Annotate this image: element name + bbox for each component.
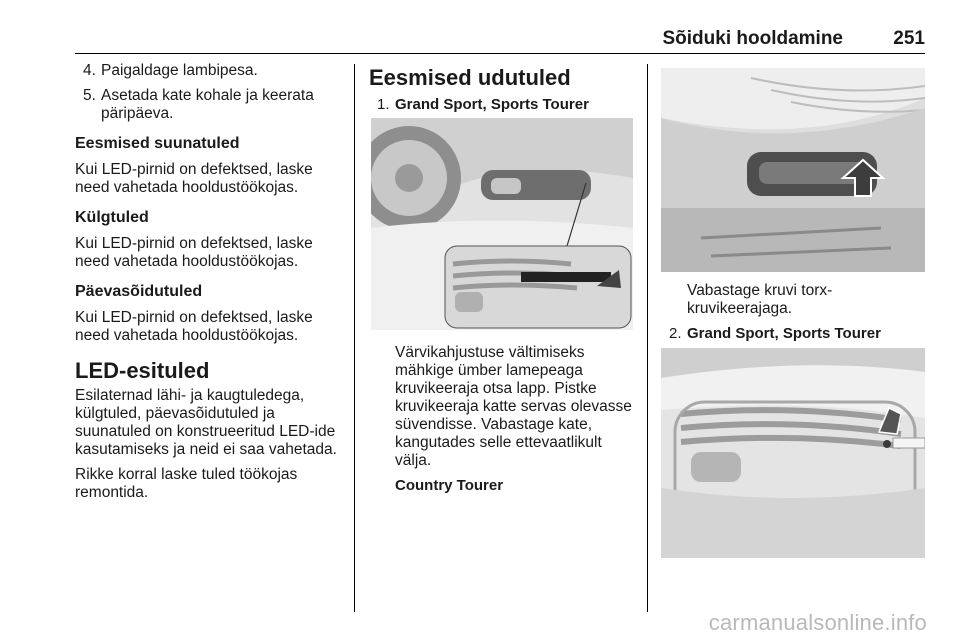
caption-cover-removal: Värvikahjustuse vältimiseks mähkige ümber lamepeaga kruvikeeraja otsa lapp. Pistke kruvikeeraja katte servas olevasse süvendisse. Vabastage kate, kangutades selle ettevaatlikult välja. xyxy=(395,344,632,469)
page-number: 251 xyxy=(893,28,925,49)
list-item xyxy=(75,62,343,80)
fog-light-cover-drawing xyxy=(371,118,633,330)
step-number: 2. xyxy=(669,325,682,342)
step-label-text: Grand Sport, Sports Tourer xyxy=(395,96,589,113)
heading-daytime-lights: Päevasõidutuled xyxy=(75,283,203,300)
bumper-screw-drawing xyxy=(661,68,925,272)
column-middle xyxy=(369,62,633,502)
heading-led-headlights: LED-esituled xyxy=(75,358,210,383)
step-label-text: Grand Sport, Sports Tourer xyxy=(687,325,881,342)
column-right xyxy=(661,62,927,558)
fog-light-grille-drawing xyxy=(661,348,925,558)
list-item-number: 5. xyxy=(83,87,96,104)
bumper-screw-illustration xyxy=(661,68,925,272)
fog-light-grille-illustration xyxy=(661,348,925,558)
label-country-tourer: Country Tourer xyxy=(395,477,504,494)
step-2-label xyxy=(661,325,927,343)
step-number: 1. xyxy=(377,96,390,113)
caption-torx-screw: Vabastage kruvi torx-kruvikeerajaga. xyxy=(687,282,833,317)
step-list xyxy=(75,62,343,123)
column-left xyxy=(75,62,343,509)
fog-light-cover-illustration xyxy=(371,118,633,330)
page-header xyxy=(75,22,925,54)
heading-front-fog-lights: Eesmised udutuled xyxy=(369,65,571,90)
list-item-number: 4. xyxy=(83,62,96,79)
header-title: Sõiduki hooldamine xyxy=(662,28,843,49)
column-divider-2 xyxy=(647,64,648,612)
heading-front-turn-signals: Eesmised suunatuled xyxy=(75,135,240,152)
heading-side-lights: Külgtuled xyxy=(75,209,149,226)
text-led-headlights: Esilaternad lähi- ja kaugtuledega, külgtuled, päevasõidutuled ja suunatuled on konstrueeritud LED-ide kasutamiseks ja neid ei saa vahetada. xyxy=(75,387,337,458)
list-item-text: Asetada kate kohale ja keerata päripäeva. xyxy=(101,87,314,122)
column-divider-1 xyxy=(354,64,355,612)
step-1-label xyxy=(369,96,633,114)
text-side-lights: Kui LED-pirnid on defektsed, laske need vahetada hooldustöökojas. xyxy=(75,235,313,270)
list-item xyxy=(75,87,343,123)
text-daytime-lights: Kui LED-pirnid on defektsed, laske need vahetada hooldustöökojas. xyxy=(75,309,313,344)
text-front-turn-signals: Kui LED-pirnid on defektsed, laske need vahetada hooldustöökojas. xyxy=(75,161,313,196)
text-led-repair: Rikke korral laske tuled töökojas remontida. xyxy=(75,466,298,501)
list-item-text: Paigaldage lambipesa. xyxy=(101,62,258,79)
watermark-text: carmanualsonline.info xyxy=(708,610,927,635)
